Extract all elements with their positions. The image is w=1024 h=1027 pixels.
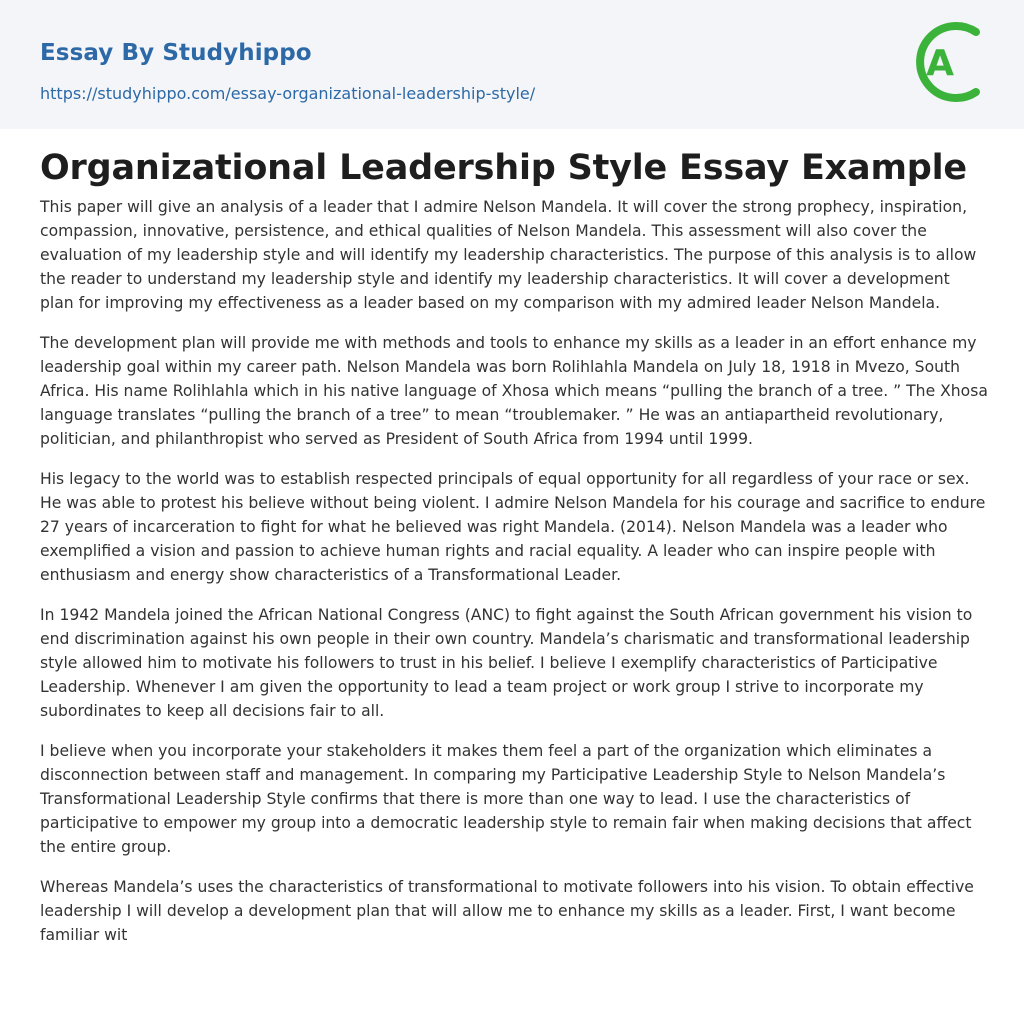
essay-paragraph: The development plan will provide me with methods and tools to enhance my skills as a leader in an effort enhance my leadership goal within my career path. Nelson Mandela was born Rolihlahla Mandela on July 18, 1918 in Mvezo, South Africa. His name Rolihlahla which in his native language of Xhosa which means “pulling the branch of a tree. ” The Xhosa language translates “pulling the branch of a tree” to mean “troublemaker. ” He was an antiapartheid revolutionary, politician, and philanthropist who served as President of South Africa from 1994 until 1999. — [40, 334, 988, 448]
essay-paragraph: I believe when you incorporate your stakeholders it makes them feel a part of the organization which eliminates a disconnection between staff and management. In comparing my Participative Leadership Style to Nelson Mandela’s Transformational Leadership Style confirms that there is more than one way to lead. I use the characteristics of participative to empower my group into a democratic leadership style to remain fair when making decisions that affect the entire group. — [40, 742, 972, 856]
site-header — [0, 0, 1024, 129]
essay-paragraph: In 1942 Mandela joined the African National Congress (ANC) to fight against the South African government his vision to end discrimination against his own people in their own country. Mandela’s charismatic and transformational leadership style allowed him to motivate his followers to trust in his belief. I believe I exemplify characteristics of Participative Leadership. Whenever I am given the opportunity to lead a team project or work group I strive to incorporate my subordinates to keep all decisions fair to all. — [40, 606, 973, 720]
essay-title: Organizational Leadership Style Essay Example — [40, 148, 967, 188]
essay-paragraph: His legacy to the world was to establish respected principals of equal opportunity for all regardless of your race or sex. He was able to protest his believe without being violent. I admire Nelson Mandela for his courage and sacrifice to endure 27 years of incarceration to fight for what he believed was right Mandela. (2014). Nelson Mandela was a leader who exemplified a vision and passion to achieve human rights and racial equality. A leader who can inspire people with enthusiasm and energy show characteristics of a Transformational Leader. — [40, 470, 986, 584]
essay-url-link[interactable]: https://studyhippo.com/essay-organizational-leadership-style/ — [40, 84, 536, 103]
essay-paragraph: This paper will give an analysis of a leader that I admire Nelson Mandela. It will cover the strong prophecy, inspiration, compassion, innovative, persistence, and ethical qualities of Nelson Mandela. This assessment will also cover the evaluation of my leadership style and will identify my leadership characteristics. The purpose of this analysis is to allow the reader to understand my leadership style and identify my leadership characteristics. It will cover a development plan for improving my effectiveness as a leader based on my comparison with my admired leader Nelson Mandela. — [40, 198, 977, 312]
logo-letter: A — [926, 43, 954, 84]
essay-paragraph: Whereas Mandela’s uses the characteristics of transformational to motivate followers into his vision. To obtain effective leadership I will develop a development plan that will allow me to enhance my skills as a leader. First, I want become familiar wit — [40, 878, 974, 944]
logo-a-ring-icon[interactable] — [908, 16, 992, 108]
article-body — [40, 141, 988, 963]
site-title[interactable]: Essay By Studyhippo — [40, 40, 312, 66]
